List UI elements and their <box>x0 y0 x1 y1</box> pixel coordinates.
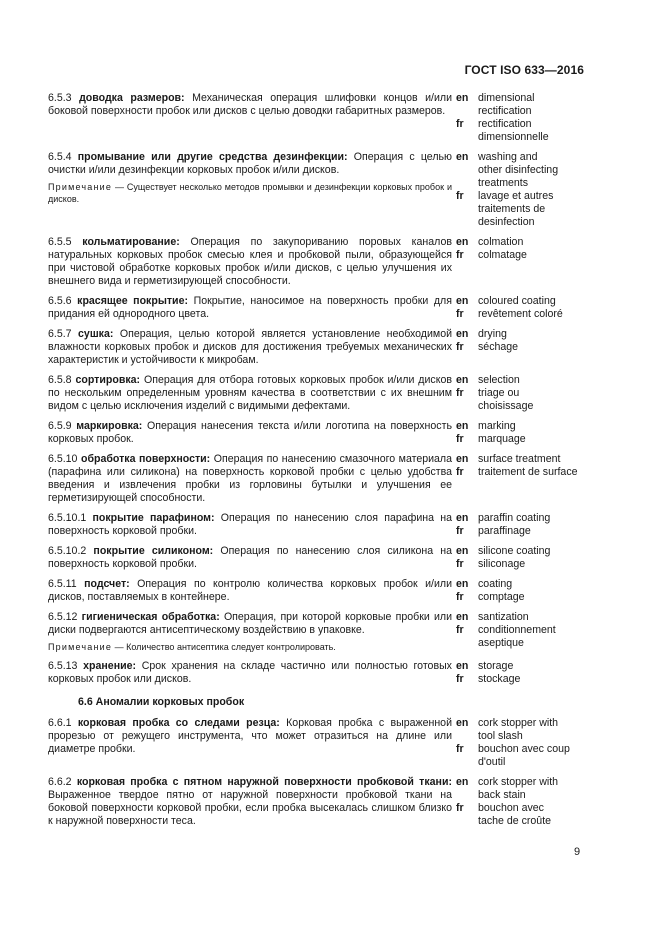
definition: Операция, целью которой является установление необходимой влажности корковых пробок и дисков для достижения требуемых механических характеристик и устойчивости к микробам. <box>48 328 452 366</box>
term-ru: корковая пробка с пятном наружной поверхности пробковой ткани: <box>76 776 452 788</box>
lang-en: en <box>456 328 469 340</box>
term-entry: 6.5.7 сушка: Операция, целью которой является установление необходимой влажности корковых пробок и дисков для достижения требуемых механических характеристик и устойчивости к микробам. en fr drying séchage <box>48 328 592 367</box>
lang-en: en <box>456 717 469 729</box>
term-entry: 6.5.3 доводка размеров: Механическая операция шлифовки концов и/или боковой поверхности пробок или дисков с целью доводки габаритных размеров. en fr dimensional rectification rectification dimensionnelle <box>48 92 592 144</box>
term-fr: revêtement coloré <box>478 308 563 320</box>
definition: Операция, при которой корковые пробки или диски подвергаются антисептическому воздействию в упаковке. <box>48 611 452 636</box>
term-en: cork stopper with <box>478 776 559 788</box>
term-entry: 6.5.8 сортировка: Операция для отбора готовых корковых пробок и/или дисков по нескольким определенным уровням качества в соответствии с их внешним видом с целью исключения изделий с видимыми дефектами. en fr selection triage ou choisissage <box>48 374 592 413</box>
document-id: ГОСТ ISO 633—2016 <box>464 63 584 77</box>
note: Примечание — Количество антисептика следует контролировать. <box>48 642 336 652</box>
term-entry: 6.5.11 подсчет: Операция по контролю количества корковых пробок и/или дисков, поставляемых в контейнере. en fr coating comptage <box>48 578 592 604</box>
term-entry: 6.5.12 гигиеническая обработка: Операция, при которой корковые пробки или диски подвергаются антисептическому воздействию в упаковке. Примечание — Количество антисептика следует контролировать. en fr santization conditionnement aseptique <box>48 611 592 653</box>
definition: Операция по закупориванию поровых каналов натуральных корковых пробок смесью клея и пробковой пыли, образующейся при чистовой обработке корковых пробок и/или дисков, с целью улучшения их внешнего вида и герметизирующей способности. <box>48 236 452 287</box>
term-fr: colmatage <box>478 249 527 261</box>
definition: Операция по нанесению слоя силикона на поверхность корковой пробки. <box>48 545 452 570</box>
definition: Выраженное твердое пятно от наружной поверхности пробковой ткани на боковой поверхности корковой пробки, если пробка высекалась слишком близко к наружной поверхности теса. <box>48 789 452 827</box>
term-en: washing and <box>478 151 538 163</box>
definition: Операция для отбора готовых корковых пробок и/или дисков по нескольким определенным уровням качества в соответствии с их внешним видом с целью исключения изделий с видимыми дефектами. <box>48 374 452 412</box>
lang-fr: fr <box>456 558 464 570</box>
term-ru: кольматирование: <box>82 236 180 248</box>
lang-en: en <box>456 578 469 590</box>
term-entry: 6.6.2 корковая пробка с пятном наружной поверхности пробковой ткани: Выраженное твердое пятно от наружной поверхности пробковой ткани на боковой поверхности корковой пробки, если пробка высекалась слишком близко к наружной поверхности теса. en fr cork stopper with back stain bouchon avec tache de croûte <box>48 776 592 828</box>
term-fr: conditionnement <box>478 624 556 636</box>
term-en: santization <box>478 611 529 623</box>
term-ru: покрытие силиконом: <box>93 545 214 557</box>
term-en: coating <box>478 578 513 590</box>
term-en: silicone coating <box>478 545 551 557</box>
lang-fr: fr <box>456 591 464 603</box>
term-ru: маркировка: <box>76 420 143 432</box>
lang-en: en <box>456 374 469 386</box>
lang-en: en <box>456 660 469 672</box>
term-ru: подсчет: <box>84 578 130 590</box>
definition: Срок хранения на складе частично или полностью готовых корковых пробок или дисков. <box>48 660 452 685</box>
definition: Операция с целью очистки и/или дезинфекции корковых пробок и/или дисков. <box>48 151 452 176</box>
term-entry: 6.5.10 обработка поверхности: Операция по нанесению смазочного материала (парафина или силикона) на поверхность корковой пробки с целью удобства введения и извлечения пробки из горловины бутылки и улучшения ее герметизирующей способности. en fr surface treatment traitement de surface <box>48 453 592 505</box>
term-ru: обработка поверхности: <box>80 453 211 465</box>
term-entry: 6.5.6 красящее покрытие: Покрытие, наносимое на поверхность пробки для придания ей однородного цвета. en fr coloured coating revêtement coloré <box>48 295 592 321</box>
term-fr: stockage <box>478 673 521 685</box>
term-fr: traitement de surface <box>478 466 578 478</box>
term-entry: 6.5.10.2 покрытие силиконом: Операция по нанесению слоя силикона на поверхность корковой пробки. en fr silicone coating siliconage <box>48 545 592 571</box>
lang-en: en <box>456 453 469 465</box>
term-fr: triage ou <box>478 387 520 399</box>
lang-fr: fr <box>456 387 464 399</box>
definition: Операция по нанесению смазочного материала (парафина или силикона) на поверхность корковой пробки с целью удобства введения и извлечения пробки из горловины бутылки и улучшения ее герметизирующей способности. <box>48 453 453 504</box>
term-fr: comptage <box>478 591 525 603</box>
lang-fr: fr <box>456 308 464 320</box>
lang-fr: fr <box>456 802 464 814</box>
term-ru: хранение: <box>83 660 137 672</box>
lang-fr: fr <box>456 624 464 636</box>
lang-en: en <box>456 512 469 524</box>
note: Примечание — Существует несколько методов промывки и дезинфекции корковых пробок и дисков. <box>48 182 452 204</box>
term-en: dimensional <box>478 92 535 104</box>
lang-fr: fr <box>456 466 464 478</box>
lang-en: en <box>456 611 469 623</box>
term-ru: промывание или другие средства дезинфекции: <box>77 151 348 163</box>
term-entry: 6.6.1 корковая пробка со следами резца: Корковая пробка с выраженной прорезью от режущего инструмента, что может отразиться на длине или диаметре пробки. en fr cork stopper with tool slash bouchon avec coup d'outil <box>48 717 592 769</box>
term-ru: сушка: <box>78 328 114 340</box>
term-en: paraffin coating <box>478 512 551 524</box>
term-en: coloured coating <box>478 295 556 307</box>
term-fr: marquage <box>478 433 526 445</box>
lang-fr: fr <box>456 673 464 685</box>
term-entry: 6.5.10.1 покрытие парафином: Операция по нанесению слоя парафина на поверхность корковой пробки. en fr paraffin coating paraffinage <box>48 512 592 538</box>
term-ru: гигиеническая обработка: <box>81 611 220 623</box>
lang-fr: fr <box>456 341 464 353</box>
term-en: colmation <box>478 236 524 248</box>
lang-fr: fr <box>456 525 464 537</box>
term-entry: 6.5.9 маркировка: Операция нанесения текста и/или логотипа на поверхность корковых пробок. en fr marking marquage <box>48 420 592 446</box>
term-ru: доводка размеров: <box>79 92 185 104</box>
lang-fr: fr <box>456 118 464 130</box>
term-entry: 6.5.4 промывание или другие средства дезинфекции: Операция с целью очистки и/или дезинфекции корковых пробок и/или дисков. Примечание — Существует несколько методов промывки и дезинфекции корковых пробок и дисков. en fr washing and other disinfecting treatments lavage et autres traitements de desinfection <box>48 151 592 229</box>
term-entry: 6.5.5 кольматирование: Операция по закупориванию поровых каналов натуральных корковых пробок смесью клея и пробковой пыли, образующейся при чистовой обработке корковых пробок и/или дисков, с целью улучшения их внешнего вида и герметизирующей способности. en fr colmation colmatage <box>48 236 592 288</box>
term-fr: bouchon avec <box>478 802 544 814</box>
definition: Корковая пробка с выраженной прорезью от режущего инструмента, что может отразиться на длине или диаметре пробки. <box>48 717 452 755</box>
term-ru: красящее покрытие: <box>77 295 188 307</box>
lang-en: en <box>456 295 469 307</box>
definition: Механическая операция шлифовки концов и/или боковой поверхности пробок или дисков с целью доводки габаритных размеров. <box>48 92 452 117</box>
term-en: cork stopper with <box>478 717 559 729</box>
lang-en: en <box>456 236 469 248</box>
page-number: 9 <box>574 846 581 858</box>
term-ru: корковая пробка со следами резца: <box>77 717 280 729</box>
term-fr: rectification <box>478 118 532 130</box>
document-body <box>48 92 592 835</box>
term-en: marking <box>478 420 516 432</box>
term-ru: сортировка: <box>75 374 141 386</box>
term-fr: paraffinage <box>478 525 531 537</box>
term-en: drying <box>478 328 507 340</box>
lang-fr: fr <box>456 249 464 261</box>
term-fr: lavage et autres <box>478 190 554 202</box>
term-en: selection <box>478 374 520 386</box>
lang-fr: fr <box>456 743 464 755</box>
term-en: storage <box>478 660 514 672</box>
lang-en: en <box>456 92 469 104</box>
lang-en: en <box>456 151 469 163</box>
definition: Операция по нанесению слоя парафина на поверхность корковой пробки. <box>48 512 452 537</box>
term-fr: séchage <box>478 341 519 353</box>
term-fr: bouchon avec coup <box>478 743 570 755</box>
lang-en: en <box>456 420 469 432</box>
term-ru: покрытие парафином: <box>92 512 215 524</box>
term-entry: 6.5.13 хранение: Срок хранения на складе частично или полностью готовых корковых пробок или дисков. en fr storage stockage <box>48 660 592 686</box>
definition: Операция по контролю количества корковых пробок и/или дисков, поставляемых в контейнере. <box>48 578 453 603</box>
lang-fr: fr <box>456 433 464 445</box>
section-title: 6.6 Аномалии корковых пробок <box>78 696 245 708</box>
definition: Покрытие, наносимое на поверхность пробки для придания ей однородного цвета. <box>48 295 452 320</box>
definition: Операция нанесения текста и/или логотипа на поверхность корковых пробок. <box>48 420 452 445</box>
term-fr: siliconage <box>478 558 526 570</box>
lang-en: en <box>456 545 469 557</box>
lang-en: en <box>456 776 469 788</box>
term-en: surface treatment <box>478 453 561 465</box>
lang-fr: fr <box>456 190 464 202</box>
